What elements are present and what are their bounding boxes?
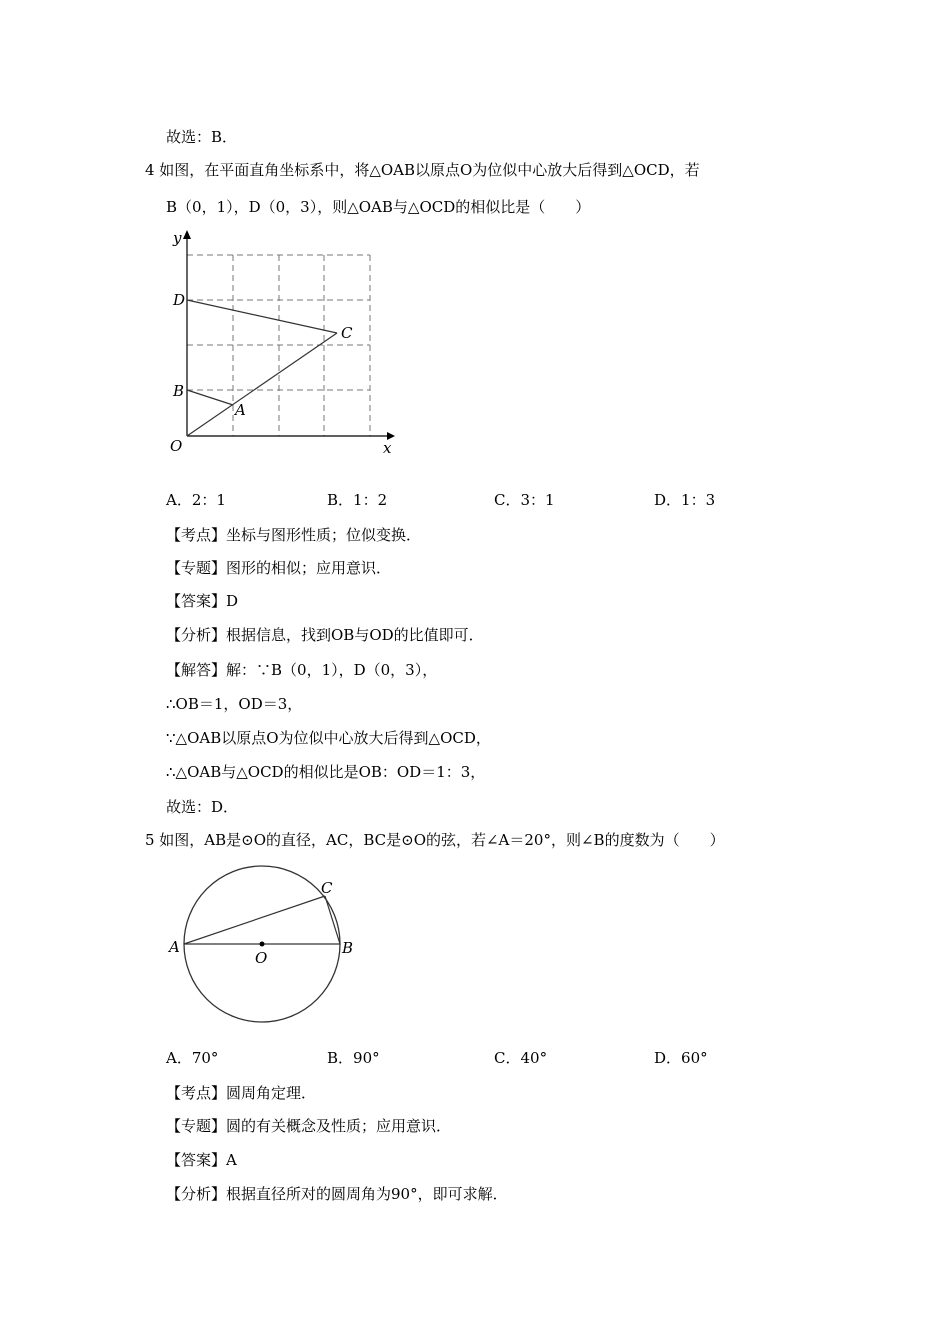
label-A: A	[235, 401, 246, 419]
label-y: y	[173, 229, 182, 247]
q4-solution: 【解答】解：∵B（0，1），D（0，3），	[166, 661, 438, 679]
segment-BA	[187, 390, 233, 405]
q5-option-c: C．40°	[494, 1049, 548, 1067]
label-O: O	[170, 437, 183, 455]
q4-step1: ∴OB＝1，OD＝3，	[166, 695, 303, 713]
label-B: B	[173, 382, 185, 400]
q4-option-d: D．1：3	[654, 491, 716, 509]
q5-analysis: 【分析】根据直径所对的圆周角为90°，即可求解．	[166, 1185, 508, 1203]
q4-stem-line1: 4 如图，在平面直角坐标系中，将△OAB以原点O为位似中心放大后得到△OCD，若	[145, 161, 700, 179]
q4-final-choice: 故选：D．	[166, 798, 239, 816]
q4-option-b: B．1：2	[327, 491, 388, 509]
q4-zhuanti: 【专题】图形的相似；应用意识．	[166, 559, 392, 577]
q4-option-c: C．3：1	[494, 491, 555, 509]
q5-circle-figure	[165, 862, 365, 1032]
chord-BC	[325, 896, 340, 944]
label-D: D	[173, 291, 186, 309]
q4-option-a: A．2：1	[166, 491, 226, 509]
q5-option-b: B．90°	[327, 1049, 380, 1067]
q5-answer: 【答案】A	[166, 1151, 237, 1169]
grid-lines	[187, 255, 370, 436]
q4-step2: ∵△OAB以原点O为位似中心放大后得到△OCD，	[166, 729, 491, 747]
q4-coordinate-figure	[165, 225, 405, 460]
q5-kaodian: 【考点】圆周角定理．	[166, 1084, 317, 1102]
q4-kaodian: 【考点】坐标与图形性质；位似变换．	[166, 526, 422, 544]
q4-analysis: 【分析】根据信息，找到OB与OD的比值即可．	[166, 626, 484, 644]
label-C: C	[341, 324, 353, 342]
label-B: B	[342, 939, 354, 957]
y-axis-arrow	[183, 230, 191, 239]
label-C: C	[321, 879, 333, 897]
segment-OC	[187, 333, 337, 436]
center-point	[260, 942, 265, 947]
q5-zhuanti: 【专题】圆的有关概念及性质；应用意识．	[166, 1117, 452, 1135]
label-x: x	[383, 439, 392, 457]
q5-stem: 5 如图，AB是⊙O的直径，AC，BC是⊙O的弦，若∠A＝20°，则∠B的度数为（ ）	[145, 831, 725, 849]
q5-option-a: A．70°	[166, 1049, 219, 1067]
q5-option-d: D．60°	[654, 1049, 708, 1067]
label-A: A	[169, 938, 180, 956]
prev-final-choice: 故选：B．	[166, 128, 238, 146]
q4-answer: 【答案】D	[166, 592, 239, 610]
q4-stem-line2: B（0，1），D（0，3），则△OAB与△OCD的相似比是（ ）	[166, 198, 591, 216]
chord-AC	[184, 896, 325, 944]
q4-step3: ∴△OAB与△OCD的相似比是OB：OD＝1：3，	[166, 763, 486, 781]
label-O: O	[255, 949, 268, 967]
segment-DC	[187, 300, 337, 333]
